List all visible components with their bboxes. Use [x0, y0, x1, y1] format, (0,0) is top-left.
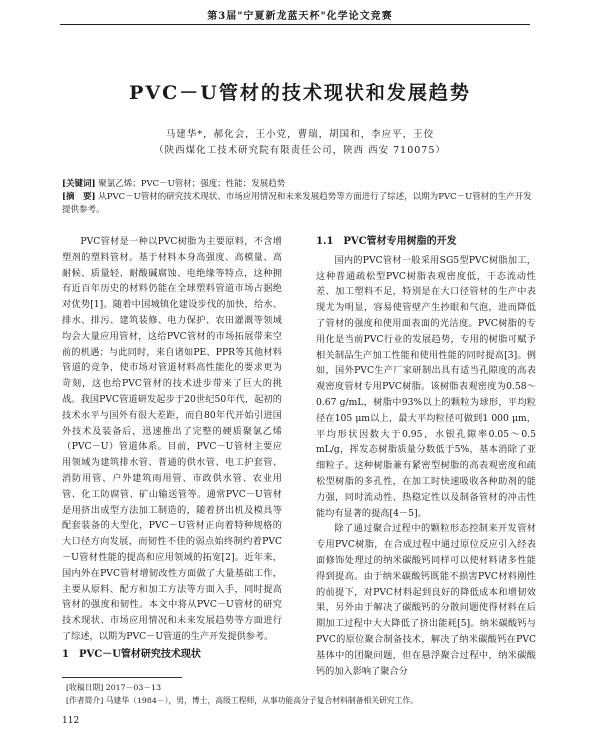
running-header: 第3届"宁夏新龙蓝天杯"化学论文竞赛	[207, 11, 393, 22]
header-rule	[60, 24, 530, 25]
affiliation: （陕西煤化工技术研究院有限责任公司，陕西 西安 710075）	[154, 145, 446, 156]
body-paragraph: PVC管材是一种以PVC树脂为主要原料，不含增塑剂的塑料管材。基于材料本身高强度、高模量、高耐候、质量轻、耐酸碱腐蚀、电绝缘等特点，这种拥有近百年历史的材料仍能在全球塑料管道市场占据绝对优势[1]。随着中国城镇化建设步伐的加快，给水、排水、排污、建筑装修、电力保护、农田灌溉等领域均会大量应用管材，这给PVC管材的市场拓展带来空前的机遇；与此同时，来自诸如PE、PPR等其他材料管道的竞争，使市场对管道材料高性能化的要求更为苛刻，这也给PVC管材的技术进步带来了巨大的挑战。我国PVC管道研发起步于20世纪50年代，起初的技术水平与国外有很大差距，而自80年代开始引进国外技术及装备后，迅速推出了完整的硬质聚氯乙烯（PVC－U）管道体系。目前，PVC－U管材主要应用领域为建筑排水管、普通的供水管、电工护套管、消防用管、户外建筑雨用管、市政供水管、农业用管、化工防腐管、矿山输送管等。通常PVC－U管材是用挤出成型方法加工制造的，随着挤出机及模具等配套装备的大型化，PVC－U管材正向着特种规格的大口径方向发展，而韧性不佳的弱点始终制约着PVC－U管材性能的提高和应用领域的拓宽[2]。近年来，国内外在PVC管材增韧改性方面做了大量基础工作，主要从原料、配方和加工方法等方面入手，同时提高管材的强度和韧性。本文中将从PVC－U管材的研究技术现状、市场应用情况和未来发展趋势等方面进行了综述，以期为PVC－U管道的生产开发提供参考。	[62, 236, 282, 642]
section-heading: 1 PVC－U管材研究技术现状	[62, 648, 201, 660]
article-title: PVC－U管材的技术现状和发展趋势	[129, 82, 471, 104]
footnote-received: [收稿日期] 2017－03－13	[66, 683, 162, 692]
body-paragraph: 国内的PVC管材一般采用SG5型PVC树脂加工，这种普通疏松型PVC树脂表观密度低，干态流动性差、加工塑料不足，特别是在大口径管材的生产中表现尤为明显，容易使管壁产生抄眼和气泡，进而降低了管材的强度和使用面表面的光洁度。PVC树脂的专用化是当前PVC行业的发展趋势，专用的树脂可赋予相关制品生产加工性能和使用性能的同时提高[3]。例如，国外PVC生产厂家研制出具有适当孔隙度的高表观密度管材专用PVC树脂。该树脂表观密度为0.58～0.67 g/mL，树脂中93%以上的颗粒为球形，平均粒径在105 μm以上，最大平均粒径可做到1 000 μm，平均形状因数大于0.95，水银孔隙率0.05～0.5 mL/g，挥发态树脂质量分数低于5%，基本消除了亚细粒子。这种树脂兼有紧密型树脂的高表观密度和疏松型树脂的多孔性，在加工时快速吸收各种助剂的能力强，同时流动性、热稳定性以及制备管材的冲击性能均有显著的提高[4－5]。	[316, 254, 536, 519]
subsection-heading: 1.1 PVC管材专用树脂的开发	[316, 236, 457, 247]
left-column	[62, 234, 282, 663]
keywords-text: 聚氯乙烯；PVC－U管材；强度；性能；发展趋势	[98, 179, 286, 189]
keywords-label: [关键词]	[62, 179, 96, 189]
body-paragraph: 除了通过聚合过程中的颗粒形态控制来开发管材专用PVC树脂，在合成过程中通过原位反应引入经表面修饰处理过的纳米碳酸钙同样可以使材料诸多性能得到提高。由于纳米碳酸钙既能不损害PVC材料刚性的前提下，对PVC材料起到良好的降低成本和增韧效果，另外由于解决了碳酸钙的分散问题使得材料在后期加工过程中大大降低了挤出能耗[5]。纳米碳酸钙与PVC的原位聚合制备技术，解决了纳米碳酸钙在PVC基体中的团聚问题，但在悬浮聚合过程中，纳米碳酸钙的加入影响了聚合分	[316, 523, 536, 677]
right-column	[316, 234, 536, 679]
keywords-block	[62, 178, 540, 191]
author-list: 马建华*，郝化会，王小党，曹瑞，胡国和，李应平，王佼	[165, 129, 435, 140]
footnote-author-bio: [作者简介] 马建华（1984－），男，博士，高级工程师，从事功能高分子复合材料制备相关研究工作。	[66, 696, 418, 705]
page-number: 112	[62, 716, 80, 726]
abstract-label: [摘 要]	[62, 192, 96, 202]
abstract-block	[62, 191, 540, 217]
abstract-text: 从PVC－U管材的研究技术现状、市场应用情况和未来发展趋势等方面进行了综述，以期为PVC－U管材的生产开发提供参考。	[62, 192, 532, 215]
footnote-rule	[62, 677, 182, 678]
